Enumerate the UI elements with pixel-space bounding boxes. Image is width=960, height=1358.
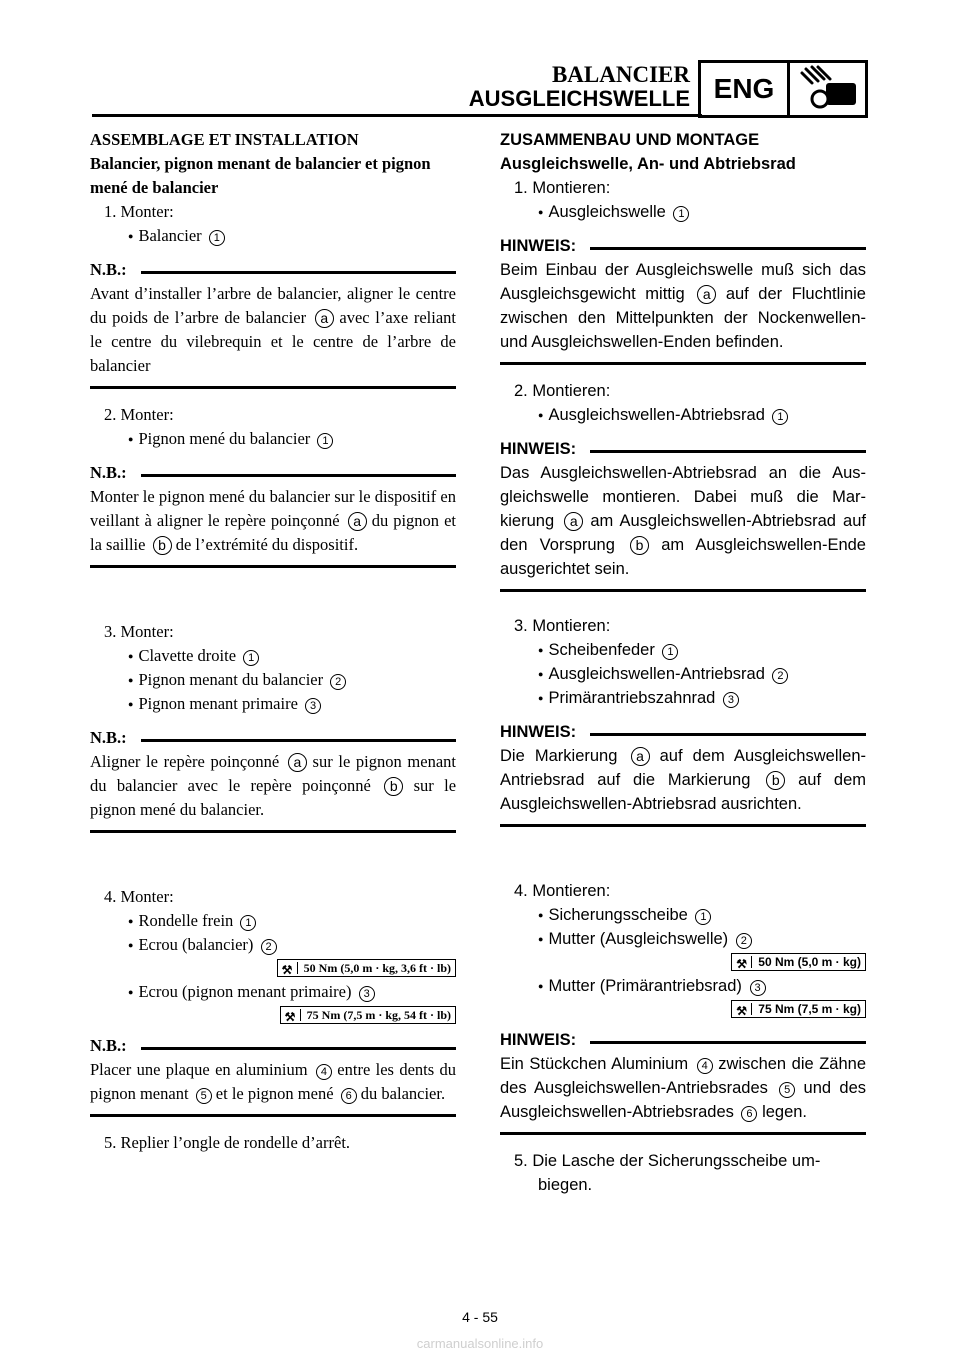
- engine-piston-icon: [790, 60, 868, 118]
- de-heading: ZUSAMMENBAU UND MONTAGE: [500, 131, 760, 149]
- list-item: ● Mutter (Ausgleichswelle) 2: [500, 927, 866, 951]
- list-item: ● Ecrou (balancier) 2: [90, 933, 456, 957]
- torque-spec: ⚒ 75 Nm (7,5 m · kg): [500, 1000, 866, 1018]
- de-step-4: 4. Montieren:: [514, 882, 611, 900]
- de-subheading: Ausgleichswelle, An- und Abtriebsrad: [500, 155, 796, 173]
- fr-note-4: N.B.: Placer une plaque en aluminium 4 entre les dents du pignon menant 5 et le pignon mené 6 du balancier.: [90, 1034, 456, 1117]
- fr-step-1: 1. Monter:: [104, 202, 174, 221]
- fr-step-2: 2. Monter:: [104, 405, 174, 424]
- header-title-fr: BALANCIER: [551, 62, 690, 87]
- eng-badge: ENG: [698, 60, 790, 118]
- page-number: 4 - 55: [462, 1309, 498, 1325]
- wrench-icon: ⚒: [285, 1009, 301, 1021]
- de-step-2: 2. Montieren:: [514, 382, 611, 400]
- list-item: ● Primärantriebszahnrad 3: [500, 686, 866, 710]
- watermark: carmanualsonline.info: [416, 1336, 544, 1351]
- de-note-1: HINWEIS: Beim Einbau der Ausgleichswelle muß sich das Ausgleichsgewicht mittig a auf der Fluchtlinie zwischen den Mittelpunkten der Nockenwellen- und Ausgleichswellen-Enden befinden.: [500, 234, 866, 365]
- list-item: ● Mutter (Primärantriebsrad) 3: [500, 974, 866, 998]
- fr-step-4: 4. Monter:: [104, 887, 174, 906]
- torque-spec: ⚒ 50 Nm (5,0 m · kg, 3,6 ft · lb): [90, 959, 456, 977]
- de-step-5: 5. Die Lasche der Sicherungsscheibe umbiegen.: [514, 1152, 821, 1194]
- fr-note-2: N.B.: Monter le pignon mené du balancier sur le dispositif en veillant à aligner le repère poinçonné a du pignon et la saillie b de l’extrémité du dispositif.: [90, 461, 456, 568]
- list-item: ● Scheibenfeder 1: [500, 638, 866, 662]
- wrench-icon: ⚒: [282, 962, 298, 974]
- de-note-2: HINWEIS: Das Ausgleichswellen-Abtriebsrad an die Ausgleichswelle montieren. Dabei muß die Markierung a am Ausgleichswellen-Abtriebsrad auf den Vorsprung b am Ausgleichswellen-Ende ausgerichtet sein.: [500, 437, 866, 592]
- fr-step-5: 5. Replier l’ongle de rondelle d’arrêt.: [104, 1133, 351, 1152]
- callout-marker: a: [315, 309, 334, 328]
- fr-step-3: 3. Monter:: [104, 622, 174, 641]
- list-item: ● Pignon mené du balancier 1: [90, 427, 456, 451]
- list-item: ● Ausgleichswellen-Antriebsrad 2: [500, 662, 866, 686]
- torque-spec: ⚒ 75 Nm (7,5 m · kg, 54 ft · lb): [90, 1006, 456, 1024]
- french-column: [90, 128, 456, 1155]
- torque-spec: ⚒ 50 Nm (5,0 m · kg): [500, 953, 866, 971]
- list-item: ● Rondelle frein 1: [90, 909, 456, 933]
- de-note-3: HINWEIS: Die Markierung a auf dem Ausgleichswellen-Antriebsrad auf die Markierung b auf dem Ausgleichswellen-Abtriebsrad ausrichten.: [500, 720, 866, 827]
- list-item: ● Clavette droite 1: [90, 644, 456, 668]
- list-item: ● Sicherungsscheibe 1: [500, 903, 866, 927]
- list-item: ● Pignon menant du balancier 2: [90, 668, 456, 692]
- german-column: [500, 128, 866, 1197]
- wrench-icon: ⚒: [736, 956, 752, 968]
- list-item: ● Balancier 1: [90, 224, 456, 248]
- de-note-4: HINWEIS: Ein Stückchen Aluminium 4 zwischen die Zähne des Ausgleichswellen-Antriebsrades 5 und des Ausgleichswellen-Abtriebsrades 6 legen.: [500, 1028, 866, 1135]
- header-title-de: AUSGLEICHSWELLE: [468, 86, 690, 111]
- list-item: ● Pignon menant primaire 3: [90, 692, 456, 716]
- callout-marker: 1: [209, 230, 225, 246]
- list-item: ● Ausgleichswellen-Abtriebsrad 1: [500, 403, 866, 427]
- wrench-icon: ⚒: [736, 1003, 752, 1015]
- fr-note-1: N.B.: Avant d’installer l’arbre de balancier, aligner le centre du poids de l’arbre de balancier a avec l’axe reliant le centre du vilebrequin et le centre de l’arbre de balancier: [90, 258, 456, 389]
- de-step-1: 1. Montieren:: [514, 179, 611, 197]
- list-item: ● Ecrou (pignon menant primaire) 3: [90, 980, 456, 1004]
- fr-heading: ASSEMBLAGE ET INSTALLATION: [90, 130, 359, 149]
- fr-note-3: N.B.: Aligner le repère poinçonné a sur le pignon menant du balancier avec le repère poinçonné b sur le pignon mené du balancier.: [90, 726, 456, 833]
- fr-subheading: Balancier, pignon menant de balancier et pignon mené de balancier: [90, 154, 431, 197]
- list-item: ● Ausgleichswelle 1: [500, 200, 866, 224]
- page-header: [92, 60, 868, 122]
- header-rule: [92, 114, 702, 117]
- de-step-3: 3. Montieren:: [514, 617, 611, 635]
